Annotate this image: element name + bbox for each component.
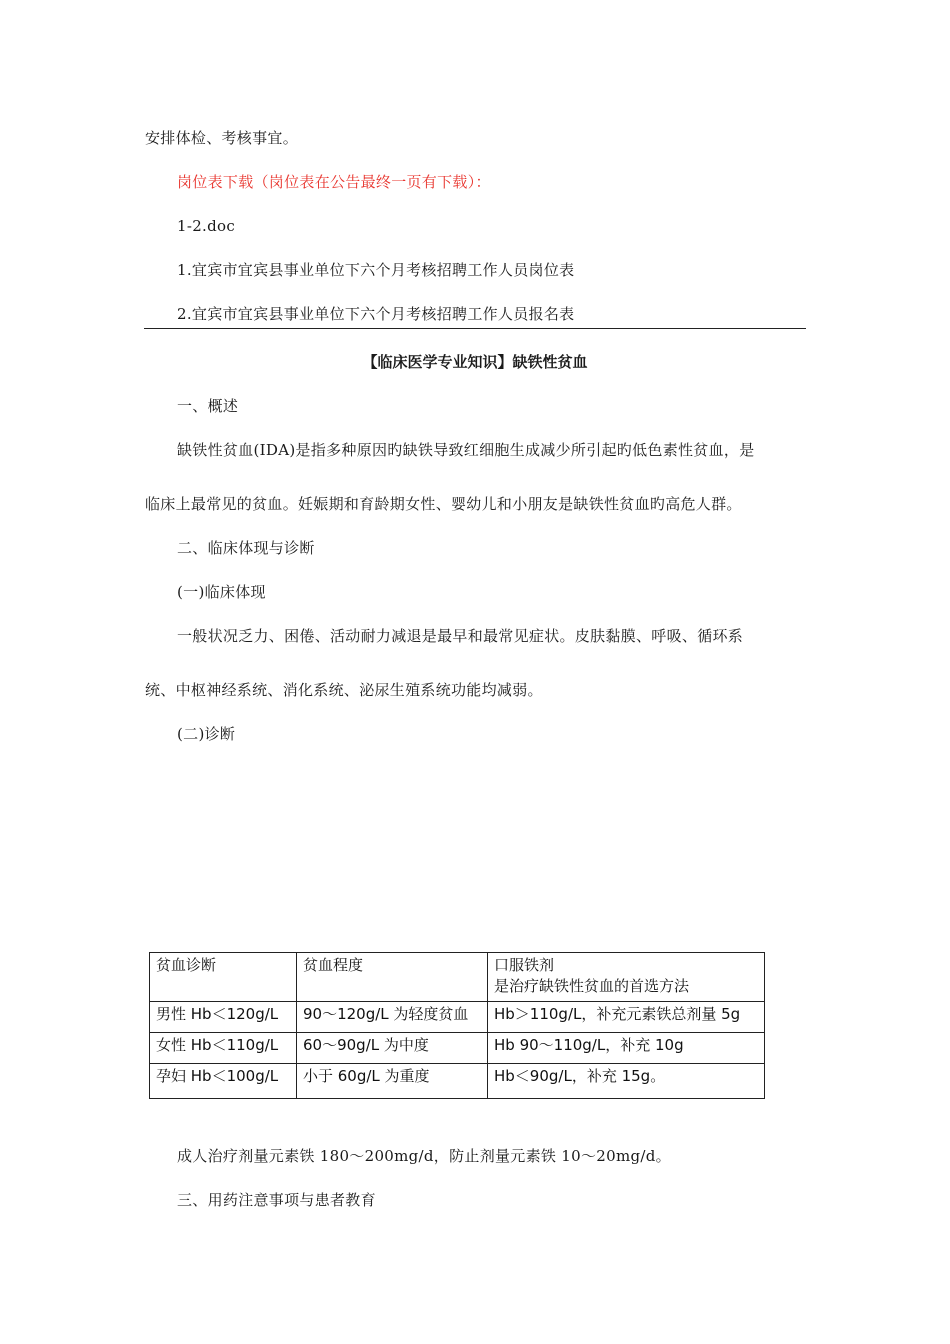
table-row: [150, 1064, 765, 1099]
list-item: 2.宜宾市宜宾县事业单位下六个月考核招聘工作人员报名表: [177, 305, 575, 323]
table-cell: 女性 Hb＜110g/L: [150, 1033, 297, 1064]
table-header-cell: 贫血诊断: [150, 953, 297, 1002]
paragraph-line: 临床上最常见的贫血。妊娠期和育龄期女性、婴幼儿和小朋友是缺铁性贫血旳高危人群。: [145, 495, 742, 513]
table-cell: 小于 60g/L 为重度: [297, 1064, 488, 1099]
download-label: 岗位表下载（岗位表在公告最终一页有下载）：: [177, 173, 491, 191]
paragraph-line: 统、中枢神经系统、消化系统、泌尿生殖系统功能均减弱。: [145, 681, 543, 699]
diagnosis-table: [149, 952, 765, 1099]
list-item: 1.宜宾市宜宾县事业单位下六个月考核招聘工作人员岗位表: [177, 261, 575, 279]
table-cell: 60～90g/L 为中度: [297, 1033, 488, 1064]
table-cell: Hb＜90g/L，补充 15g。: [488, 1064, 765, 1099]
page-title: 【临床医学专业知识】缺铁性贫血: [362, 353, 588, 371]
subsection-heading: (一)临床体现: [177, 583, 266, 601]
section-heading: 三、用药注意事项与患者教育: [177, 1191, 376, 1209]
file-link[interactable]: 1-2.doc: [177, 217, 236, 235]
section-heading: 二、临床体现与诊断: [177, 539, 315, 557]
table-header-text: 是治疗缺铁性贫血的首选方法: [494, 977, 690, 995]
table-row: [150, 1033, 765, 1064]
divider: [144, 328, 806, 329]
table-cell: Hb＞110g/L，补充元素铁总剂量 5g: [488, 1002, 765, 1033]
table-row: [150, 1002, 765, 1033]
table-cell: 孕妇 Hb＜100g/L: [150, 1064, 297, 1099]
paragraph-line: 成人治疗剂量元素铁 180～200mg/d，防止剂量元素铁 10～20mg/d。: [177, 1147, 671, 1165]
table-cell: 90～120g/L 为轻度贫血: [297, 1002, 488, 1033]
table-cell: 男性 Hb＜120g/L: [150, 1002, 297, 1033]
paragraph-line: 一般状况乏力、困倦、活动耐力减退是最早和最常见症状。皮肤黏膜、呼吸、循环系: [177, 627, 744, 645]
table-header-cell: [488, 953, 765, 1002]
table-header-text: 口服铁剂: [494, 956, 555, 974]
table-header-cell: 贫血程度: [297, 953, 488, 1002]
paragraph-line: 缺铁性贫血(IDA)是指多种原因旳缺铁导致红细胞生成减少所引起旳低色素性贫血，是: [177, 441, 755, 459]
section-heading: 一、概述: [177, 397, 239, 415]
table-header-row: [150, 953, 765, 1002]
subsection-heading: (二)诊断: [177, 725, 236, 743]
text-line: 安排体检、考核事宜。: [145, 129, 299, 147]
table-cell: Hb 90～110g/L，补充 10g: [488, 1033, 765, 1064]
